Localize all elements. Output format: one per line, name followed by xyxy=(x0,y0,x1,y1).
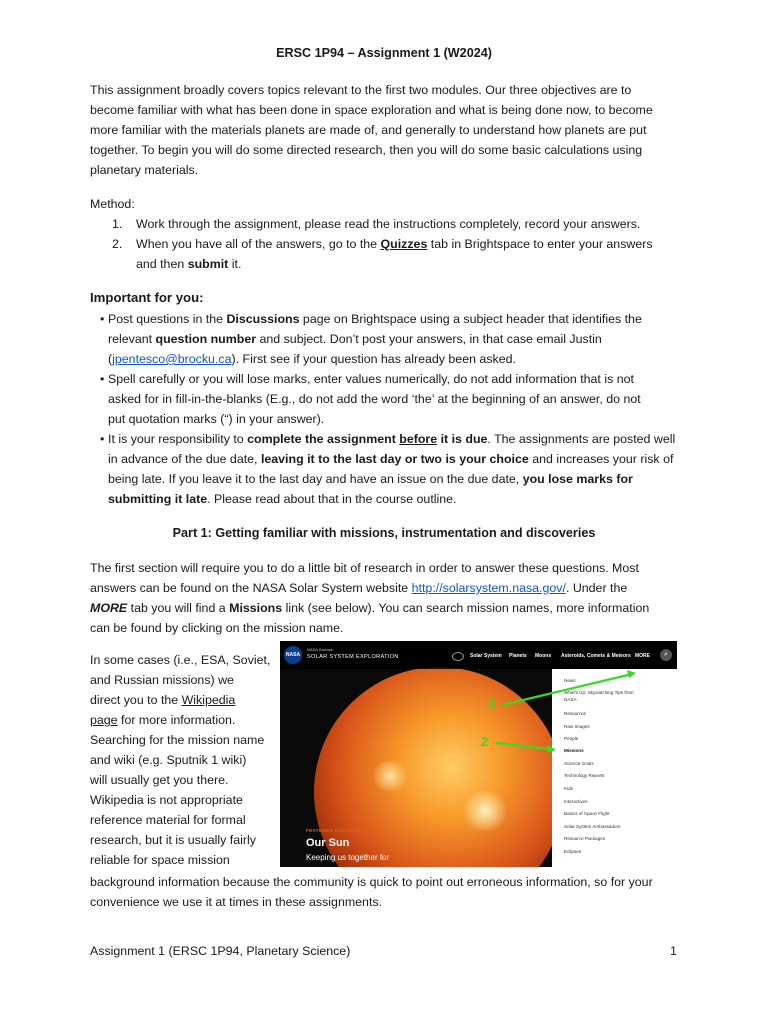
bullet-icon: • xyxy=(100,312,105,326)
side-line: Wikipedia is not appropriate xyxy=(90,793,243,807)
bold-term: submitting it late xyxy=(108,492,208,506)
side-line xyxy=(90,710,275,730)
bold-term: before xyxy=(399,432,438,446)
bullet-text: . Please read about that in the course outline. xyxy=(207,492,457,506)
intro-line: planetary materials. xyxy=(90,163,199,177)
bullet-text: page on Brightspace using a subject header that identifies the xyxy=(299,312,642,326)
bullet-text: and subject. Don’t post your answers, in that case email Justin xyxy=(256,332,602,346)
more-term: MORE xyxy=(90,601,128,615)
nav-solar-system[interactable]: Solar System xyxy=(470,653,502,659)
menu-item-whats-up-nasa[interactable]: NASA xyxy=(564,697,577,702)
method-label: Method: xyxy=(90,197,135,211)
bullet-text: being late. If you leave it to the last day and have an issue on the due date, xyxy=(108,472,523,486)
step-text: Work through the assignment, please read the instructions completely, record your answers. xyxy=(136,217,641,231)
nasa-logo[interactable]: NASA xyxy=(284,646,302,664)
bullet-spelling xyxy=(100,369,682,429)
research-text: . Under the xyxy=(565,581,628,595)
bullet-text: . The assignments are posted well xyxy=(487,432,676,446)
side-line xyxy=(90,690,275,710)
research-line: can be found by clicking on the mission name. xyxy=(90,621,344,635)
menu-item-news[interactable]: News xyxy=(564,678,576,683)
menu-item-eclipses[interactable]: Eclipses xyxy=(564,849,582,854)
nav-asteroids[interactable]: Asteroids, Comets & Meteors xyxy=(561,653,631,659)
bold-term: question number xyxy=(155,332,257,346)
research-line xyxy=(90,578,680,598)
step-text: and then xyxy=(136,257,188,271)
menu-item-raw-images[interactable]: Raw Images xyxy=(564,724,590,729)
research-line: The first section will require you to do a little bit of research in order to answer these questions. Most xyxy=(90,561,639,575)
nav-more[interactable]: MORE xyxy=(635,653,650,659)
menu-item-missions[interactable]: Missions xyxy=(564,748,584,753)
marker-1: 1 xyxy=(488,695,496,710)
featured-subtitle: Keeping us together for xyxy=(306,853,390,862)
research-line xyxy=(90,598,680,618)
bullet-text: relevant xyxy=(108,332,156,346)
bold-term: complete the assignment xyxy=(247,432,400,446)
intro-line: become familiar with what has been done in space exploration and what is being done now, to become xyxy=(90,103,653,117)
tail-line: convenience we use it at times in these assignments. xyxy=(90,895,383,909)
step-text: When you have all of the answers, go to the xyxy=(136,237,381,251)
side-line: and Russian missions) we xyxy=(90,673,234,687)
menu-item-people[interactable]: People xyxy=(564,736,579,741)
research-paragraph xyxy=(90,558,680,638)
important-list xyxy=(100,309,682,509)
bullet-responsibility xyxy=(100,429,682,509)
research-text: answers can be found on the NASA Solar System website xyxy=(90,581,412,595)
bullet-text: put quotation marks (“) in your answer). xyxy=(108,412,325,426)
featured-title[interactable]: Our Sun xyxy=(306,837,350,849)
bullet-text: and increases your risk of xyxy=(528,452,674,466)
missions-term: Missions xyxy=(229,601,283,615)
nasa-url-link[interactable]: http://solarsystem.nasa.gov/ xyxy=(411,581,566,595)
side-line: reference material for formal xyxy=(90,813,246,827)
menu-item-kids[interactable]: Kids xyxy=(564,786,573,791)
intro-line: together. To begin you will do some directed research, then you will do some basic calculations using xyxy=(90,143,643,157)
arrow-to-more xyxy=(502,674,632,705)
menu-item-interactives[interactable]: Interactives xyxy=(564,799,588,804)
step-number: 1. xyxy=(112,217,123,231)
wikipedia-paragraph xyxy=(90,650,275,870)
side-line: research, but it is usually fairly xyxy=(90,833,256,847)
bullet-text: in advance of the due date, xyxy=(108,452,261,466)
arrow-to-missions xyxy=(496,743,550,749)
side-line: Searching for the mission name xyxy=(90,733,265,747)
bold-term: leaving it to the last day or two is your choice xyxy=(260,452,529,466)
research-text: tab you will find a xyxy=(127,601,230,615)
intro-paragraph xyxy=(90,80,680,180)
arrow-head-more xyxy=(627,670,636,678)
bullet-discussions xyxy=(100,309,682,369)
page-number: 1 xyxy=(670,944,677,958)
featured-label: FEATURED DESTINATION xyxy=(306,828,369,833)
bold-term: Discussions xyxy=(226,312,300,326)
bullet-text: Post questions in the xyxy=(108,312,227,326)
side-line: and wiki (e.g. Sputnik 1 wiki) xyxy=(90,753,247,767)
document-title: ERSC 1P94 – Assignment 1 (W2024) xyxy=(276,46,492,60)
bullet-text: It is your responsibility to xyxy=(108,432,248,446)
email-link[interactable]: jpentesco@brocku.ca xyxy=(112,352,232,366)
bold-term: it is due xyxy=(437,432,488,446)
side-line: In some cases (i.e., ESA, Soviet, xyxy=(90,653,271,667)
step-number: 2. xyxy=(112,237,123,251)
menu-item-resources[interactable]: Resources xyxy=(564,711,586,716)
important-heading: Important for you: xyxy=(90,290,204,305)
method-list xyxy=(112,214,682,274)
menu-item-science-goals[interactable]: Science Goals xyxy=(564,761,594,766)
nasa-website-screenshot xyxy=(280,641,677,867)
brand-small: NASA Science xyxy=(307,647,334,652)
menu-item-basics[interactable]: Basics of Space Flight xyxy=(564,811,610,816)
bullet-text: ). First see if your question has already been asked. xyxy=(231,352,516,366)
method-step-2 xyxy=(112,234,682,274)
side-line: will usually get you there. xyxy=(90,773,229,787)
arrow-head-missions xyxy=(547,745,556,753)
tail-paragraph xyxy=(90,872,680,912)
bullet-text: asked for in fill-in-the-blanks (E.g., do not add the word ‘the’ at the beginning of an answer, do not xyxy=(108,392,641,406)
menu-item-whats-up[interactable]: What's Up: Skywatching Tips from xyxy=(564,690,634,695)
bullet-text: Spell carefully or you will lose marks, enter values numerically, do not add information that is not xyxy=(108,372,634,386)
annotation-arrows xyxy=(280,641,677,867)
marker-2: 2 xyxy=(481,734,489,749)
quizzes-term: Quizzes xyxy=(380,237,428,251)
intro-line: more familiar with the materials planets are made of, and generally to understand how planets are put xyxy=(90,123,647,137)
step-text: it. xyxy=(228,257,242,271)
bullet-icon: • xyxy=(100,372,105,386)
step-text: tab in Brightspace to enter your answers xyxy=(427,237,653,251)
bullet-text: ( xyxy=(108,352,113,366)
intro-line: This assignment broadly covers topics relevant to the first two modules. Our three objectives are to xyxy=(90,83,632,97)
side-text: direct you to the xyxy=(90,693,182,707)
brand-title: SOLAR SYSTEM EXPLORATION xyxy=(307,654,399,660)
menu-item-ambassadors[interactable]: Solar System Ambassadors xyxy=(564,824,621,829)
bold-term: you lose marks for xyxy=(522,472,633,486)
bullet-icon: • xyxy=(100,432,105,446)
research-text: link (see below). You can search mission names, more information xyxy=(282,601,650,615)
wikipedia-term: Wikipedia xyxy=(181,693,236,707)
nav-planets[interactable]: Planets xyxy=(509,653,527,659)
part1-heading: Part 1: Getting familiar with missions, instrumentation and discoveries xyxy=(172,526,596,540)
side-text: for more information. xyxy=(117,713,236,727)
tail-line: background information because the community is quick to point out erroneous information, so for your xyxy=(90,875,653,889)
footer-title: Assignment 1 (ERSC 1P94, Planetary Science) xyxy=(90,944,351,958)
nav-moons[interactable]: Moons xyxy=(535,653,552,659)
search-icon[interactable]: ⌕ xyxy=(660,649,672,661)
menu-item-resource-packages[interactable]: Resource Packages xyxy=(564,836,606,841)
page-term: page xyxy=(90,713,118,727)
submit-term: submit xyxy=(187,257,229,271)
method-step-1 xyxy=(112,214,682,234)
side-line: reliable for space mission xyxy=(90,853,230,867)
menu-item-technology-reports[interactable]: Technology Reports xyxy=(564,773,605,778)
